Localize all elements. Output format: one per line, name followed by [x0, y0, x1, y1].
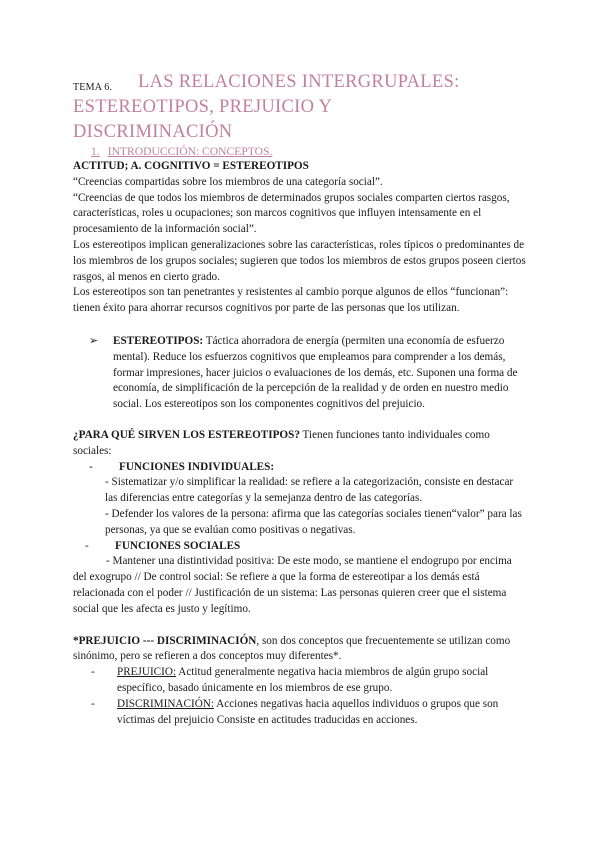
- section-number: 1.: [91, 145, 100, 158]
- section-heading-intro: [91, 145, 528, 159]
- discriminacion-definition: [117, 697, 528, 729]
- actitud-heading: ACTITUD; A. COGNITIVO = ESTEREOTIPOS: [73, 160, 309, 172]
- para-que-paragraph: [73, 428, 528, 460]
- paragraph-1: “Creencias compartidas sobre los miembros de una categoría social”.: [73, 175, 383, 188]
- dash-marker: -: [91, 666, 95, 679]
- prejuicio-discriminacion-text: , son dos conceptos que frecuentemente se utilizan como sinónimo, pero se refieren a dos conceptos muy diferentes*.: [73, 634, 511, 663]
- estereotipos-bullet: [73, 334, 528, 413]
- prejuicio-discriminacion-label: *PREJUICIO --- DISCRIMINACIÓN: [73, 634, 257, 647]
- funciones-sociales-label: FUNCIONES SOCIALES: [115, 539, 241, 552]
- para-que-question: ¿PARA QUÉ SIRVEN LOS ESTEREOTIPOS?: [73, 428, 300, 441]
- prejuicio-discriminacion-paragraph: [73, 634, 528, 666]
- title-block: [73, 70, 528, 145]
- title-line-2: ESTEREOTIPOS, PREJUICIO Y: [73, 97, 333, 117]
- funciones-individuales-heading: [73, 460, 528, 476]
- bullet-body: Táctica ahorradora de energía (permiten una economía de esfuerzo mental). Reduce los esfuerzos cognitivos que empleamos para comprender a los demás, formar impresiones, hacer juicios o evaluaciones de los demás, etc. Suponen una forma de economía, de simplificación de la percepción de la realidad y de orden en nuestro medio social. Los estereotipos son los componentes cognitivos del prejuicio.: [113, 334, 518, 411]
- section-heading-text: INTRODUCCIÓN: CONCEPTOS.: [107, 145, 273, 158]
- paragraph-4: Los estereotipos son tan penetrantes y resistentes al cambio porque algunos de ellos “funcionan”: tienen éxito para ahorrar recursos cognitivos por parte de las personas que los utilizan.: [73, 286, 509, 315]
- document-page: [73, 70, 528, 728]
- bullet-text: [113, 334, 528, 413]
- prejuicio-text: Actitud generalmente negativa hacia miembros de algún grupo social específico, basado únicamente en los miembros de ese grupo.: [117, 666, 489, 694]
- title-line-1: LAS RELACIONES INTERGRUPALES:: [138, 72, 460, 92]
- individual-function-1: - Sistematizar y/o simplificar la realidad: se refiere a la categorización, consiste en destacar las diferencias entre categorías y la semejanza dentro de las categorías.: [105, 476, 514, 505]
- prejuicio-item: [73, 665, 528, 697]
- funciones-sociales-heading: [73, 539, 528, 555]
- discriminacion-term: DISCRIMINACIÓN:: [117, 697, 214, 710]
- prejuicio-term: PREJUICIO:: [117, 666, 177, 679]
- individual-function-2: - Defender los valores de la persona: afirma que las categorías sociales tienen“valor” para las personas, ya que se evalúan como positivas o negativas.: [105, 507, 522, 536]
- prejuicio-definition: [117, 665, 528, 697]
- bullet-label: ESTEREOTIPOS:: [113, 334, 204, 347]
- dash-marker: -: [89, 460, 93, 473]
- tema-label: TEMA 6.: [73, 82, 113, 93]
- paragraph-2: “Creencias de que todos los miembros de determinados grupos sociales comparten ciertos rasgos, características, roles u ocupaciones; son marcos cognitivos que influyen intensamente en el procesamiento de la información social”.: [73, 191, 510, 236]
- discriminacion-item: [73, 697, 528, 729]
- title-line-3: DISCRIMINACIÓN: [73, 122, 233, 142]
- paragraph-3: Los estereotipos implican generalizaciones sobre las características, roles típicos o predominantes de los miembros de los grupos sociales; sugieren que todos los miembros de estos grupos poseen ciertos rasgos, al menos en cierto grado.: [73, 238, 526, 283]
- para-que-answer: Tienen funciones tanto individuales como sociales:: [73, 428, 490, 457]
- dash-marker: -: [85, 539, 89, 552]
- funciones-individuales-label: FUNCIONES INDIVIDUALES:: [119, 460, 275, 473]
- discriminacion-text: Acciones negativas hacia aquellos individuos o grupos que son víctimas del prejuicio Consiste en actitudes traducidas en acciones.: [117, 697, 499, 726]
- arrow-bullet-icon: ➢: [89, 334, 99, 347]
- social-function-1: - Mantener una distintividad positiva: De este modo, se mantiene el endogrupo por encima del exogrupo // De control social: Se refiere a que la forma de estereotipar a los demás está relacionada con el poder // Justificación de un sistema: Las personas quieren creer que el sistema social que les afecta es justo y legítimo.: [73, 555, 512, 615]
- dash-marker: -: [91, 697, 95, 710]
- page-title: [73, 70, 528, 145]
